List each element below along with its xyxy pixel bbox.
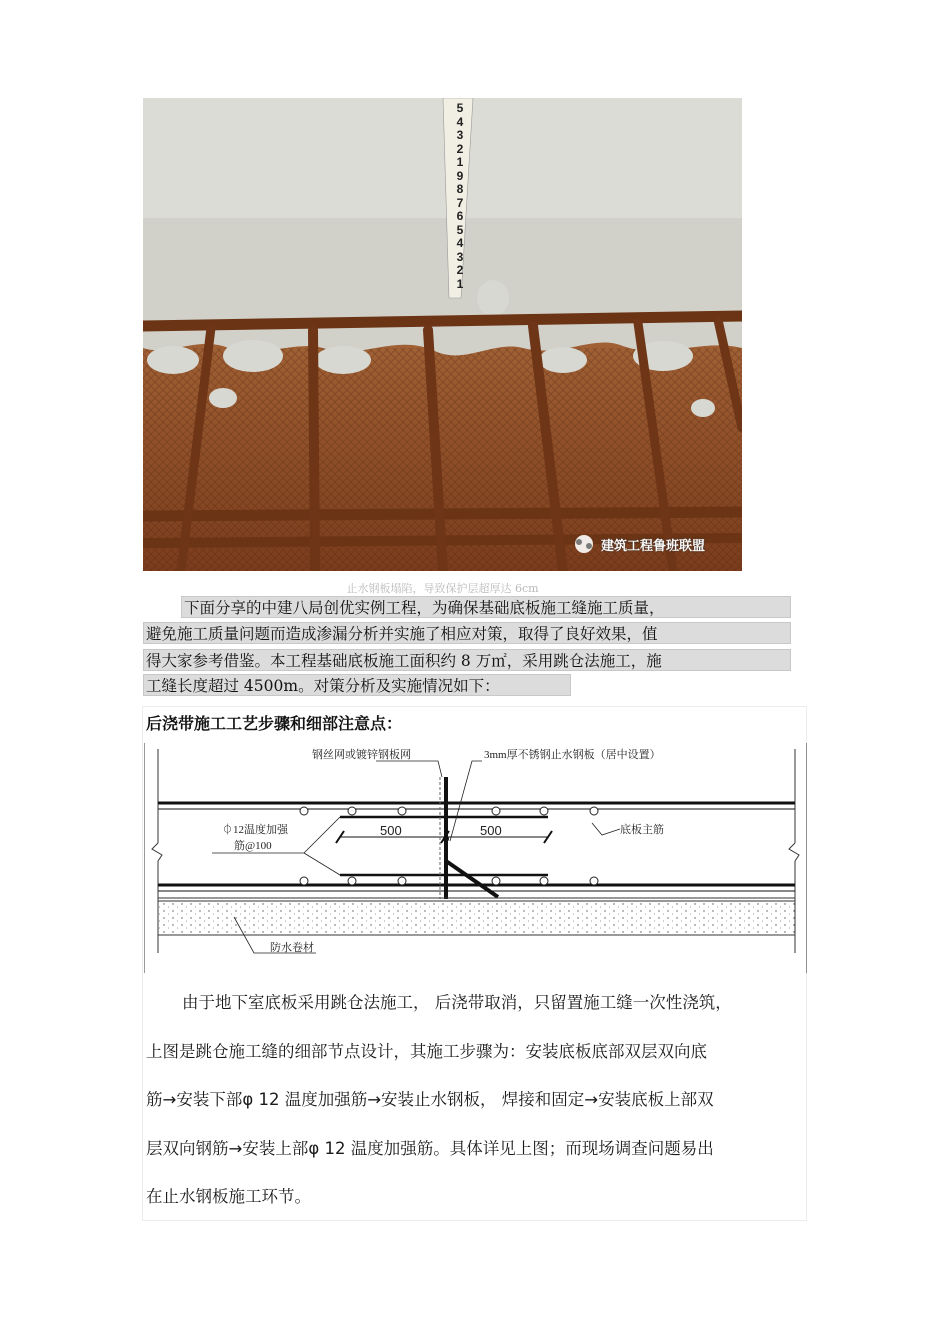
label-mesh: 钢丝网或镀锌钢板网: [312, 749, 411, 761]
tape-digit: 3: [456, 249, 464, 264]
label-rebar-line1: ⏀12温度加强: [222, 824, 288, 836]
tape-digit: 7: [456, 195, 464, 210]
concrete-edge: [143, 218, 742, 355]
tape-digit: 6: [456, 209, 464, 223]
break-lines: [144, 743, 807, 973]
tape-digits: [450, 102, 470, 291]
construction-joint-section: [142, 706, 807, 1221]
waterstop-plate: [440, 777, 498, 899]
paragraph-line: 上图是跳仓施工缝的细部节点设计，其施工步骤为：安装底板底部双层双向底: [146, 1041, 707, 1061]
tape-digit: 2: [456, 263, 464, 277]
intro-line: 避免施工质量问题而造成渗漏分析并实施了相应对策，取得了良好效果，值: [143, 622, 791, 644]
tape-digit: 5: [456, 222, 464, 237]
paragraph-line: 由于地下室底板采用跳仓法施工， 后浇带取消，只留置施工缝一次性浇筑，: [182, 993, 732, 1012]
paragraph-line: 筋→安装下部φ 12 温度加强筋→安装止水钢板， 焊接和固定→安装底板上部双: [146, 1090, 714, 1109]
tape-digit: 9: [456, 168, 464, 183]
dimension-left: 500: [380, 823, 402, 838]
label-main-rebar: 底板主筋: [620, 824, 664, 836]
rebar-photo-illustration: [143, 98, 742, 571]
dimension-right: 500: [480, 823, 502, 838]
intro-line: 得大家参考借鉴。本工程基础底板施工面积约 8 万㎡，采用跳仓法施工，施: [143, 649, 791, 671]
tape-digit: 5: [456, 101, 464, 115]
label-waterproof: 防水卷材: [270, 942, 314, 954]
paragraph-line: 层双向钢筋→安装上部φ 12 温度加强筋。具体详见上图；而现场调查问题易出: [146, 1138, 714, 1158]
tape-digit: 8: [456, 182, 464, 196]
photo-caption: 止水钢板塌陷，导致保护层超厚达 6cm: [346, 582, 539, 595]
tape-digit: 1: [456, 276, 464, 291]
label-plate: 3mm厚不锈钢止水钢板（居中设置）: [484, 749, 661, 761]
joint-detail-diagram: [144, 741, 807, 977]
cushion-layer: [158, 901, 795, 935]
process-paragraph: [146, 979, 806, 1222]
section-heading: 后浇带施工工艺步骤和细部注意点：: [146, 714, 403, 733]
watermark-logo: [575, 535, 593, 553]
tape-digit: 4: [456, 236, 464, 250]
label-rebar-line2: 筋@100: [234, 840, 272, 852]
tape-digit: 2: [456, 141, 464, 156]
tape-digit: 4: [456, 114, 464, 129]
tape-digit: 1: [456, 155, 464, 169]
construction-photo: [143, 98, 742, 571]
watermark-text: 建筑工程鲁班联盟: [601, 539, 706, 554]
paragraph-line: 在止水钢板施工环节。: [146, 1187, 311, 1206]
tape-digit: 3: [456, 128, 464, 142]
joint-detail-drawing: [144, 741, 807, 973]
intro-line: 工缝长度超过 4500m。对策分析及实施情况如下：: [143, 674, 571, 696]
distribution-bars: [300, 807, 598, 885]
intro-line: 下面分享的中建八局创优实例工程，为确保基础底板施工缝施工质量，: [181, 596, 791, 618]
